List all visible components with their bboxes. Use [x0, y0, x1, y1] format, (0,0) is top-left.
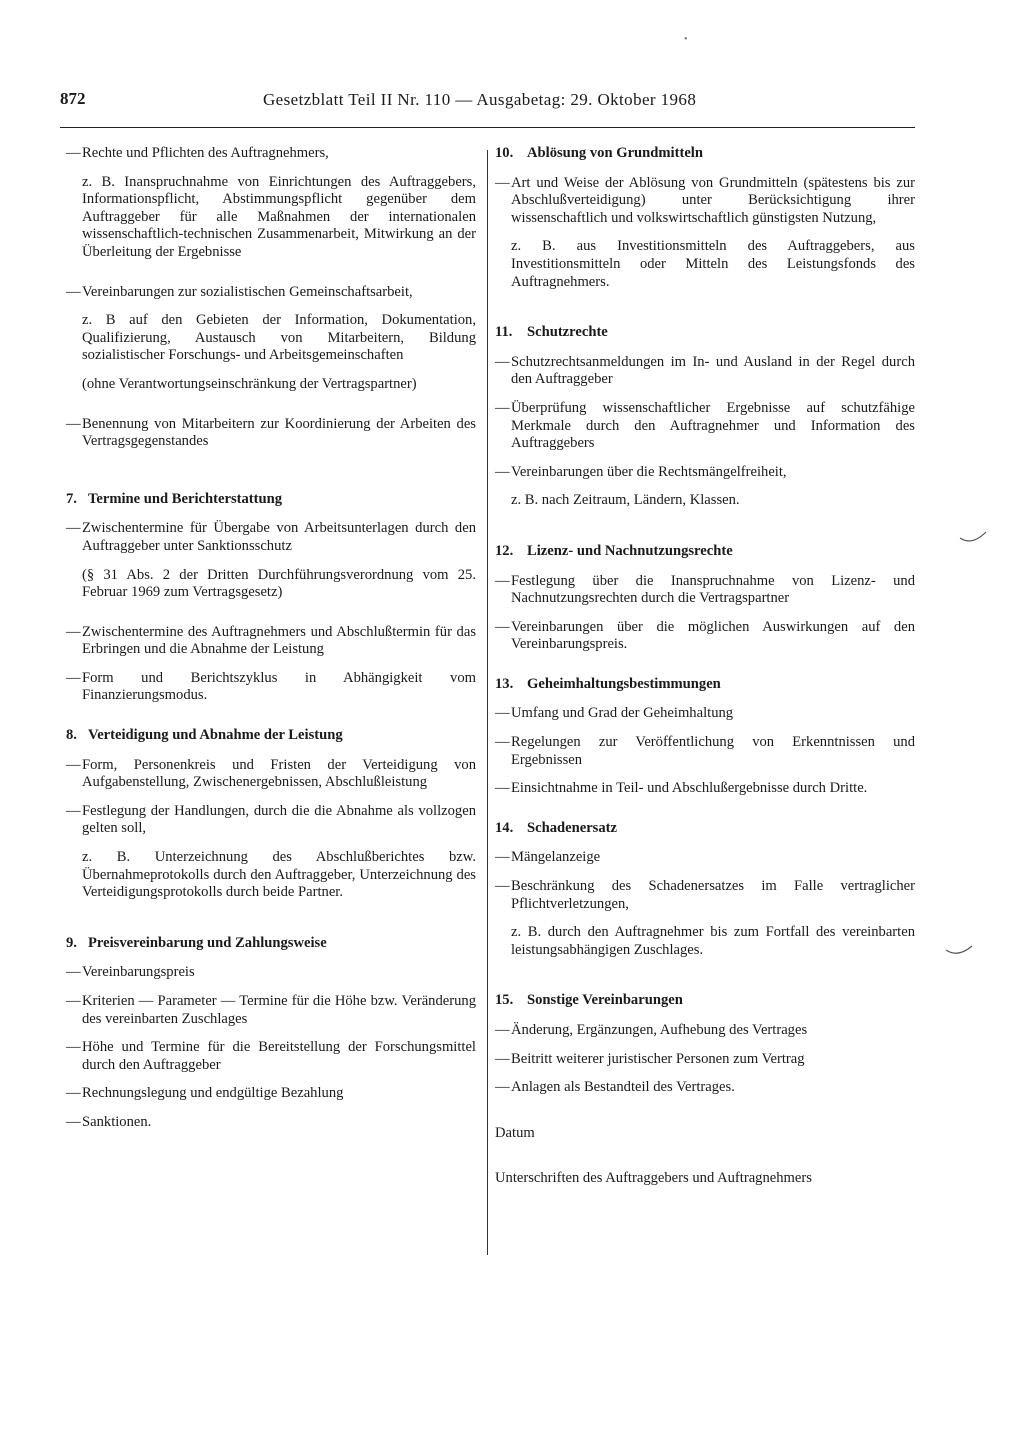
- dash-marker: —: [495, 780, 510, 797]
- section-title: Sonstige Vereinbarungen: [527, 992, 683, 1009]
- item-text: Vereinbarungen über die Rechtsmängelfreiheit,: [511, 463, 787, 480]
- item-text: Vereinbarungen über die möglichen Auswirkungen auf den Vereinbarungspreis.: [511, 618, 915, 653]
- item-text: Rechte und Pflichten des Auftragnehmers,: [82, 145, 329, 161]
- dash-marker: —: [66, 802, 81, 819]
- list-item: [66, 1039, 476, 1074]
- section-title: Geheimhaltungsbestimmungen: [527, 675, 721, 692]
- list-item: [495, 849, 915, 867]
- dash-marker: —: [495, 734, 510, 751]
- section-number: 14.: [495, 819, 514, 836]
- continued-list: [66, 145, 476, 451]
- list-item: [66, 624, 476, 659]
- item-text: Umfang und Grad der Geheimhaltung: [511, 705, 734, 722]
- item-text: Festlegung über die Inanspruchnahme von Lizenz- und Nachnutzungsrechten durch die Vertragspartner: [511, 572, 915, 607]
- list-item: [495, 734, 915, 769]
- item-text: Zwischentermine für Übergabe von Arbeitsunterlagen durch den Auftraggeber unter Sanktionsschutz: [82, 520, 476, 554]
- item-example: z. B. Unterzeichnung des Abschlußberichtes bzw. Übernahmeprotokolls durch den Auftraggeber, Unterzeichnung des Verteidigungsprotokolls durch beide Partner.: [82, 849, 476, 901]
- list-item: [495, 1022, 915, 1040]
- dash-marker: —: [66, 415, 81, 432]
- dash-marker: —: [495, 618, 510, 635]
- item-note: (§ 31 Abs. 2 der Dritten Durchführungsverordnung vom 25. Februar 1969 zum Vertragsgesetz): [82, 566, 476, 601]
- item-example: z. B. nach Zeitraum, Ländern, Klassen.: [511, 492, 740, 509]
- item-text: Beitritt weiterer juristischer Personen zum Vertrag: [511, 1050, 805, 1067]
- dash-marker: —: [66, 1085, 81, 1102]
- item-example: z. B. Inanspruchnahme von Einrichtungen des Auftraggebers, Informationspflicht, Abstimmungspflicht gegenüber dem Auftraggeber für alle Maßnahmen der internationalen wissenschaftlich-technischen Zusammenarbeit, Mitwirkung an der Überleitung der Ergebnisse: [82, 173, 476, 260]
- list-item: [66, 145, 476, 273]
- item-text: Mängelanzeige: [511, 849, 601, 866]
- dash-marker: —: [495, 399, 510, 416]
- list-item: [66, 757, 476, 792]
- signatures-label: Unterschriften des Auftraggebers und Auftragnehmers: [495, 1170, 812, 1187]
- list-item: [66, 1085, 476, 1103]
- section-15: [495, 992, 915, 1096]
- dash-marker: —: [495, 878, 510, 895]
- section-8: [66, 727, 476, 913]
- list-item: [495, 175, 915, 303]
- list-item: [66, 284, 476, 405]
- section-number: 11.: [495, 324, 513, 341]
- dash-marker: —: [66, 1113, 81, 1130]
- header-rule: [60, 127, 915, 128]
- item-text: Höhe und Termine für die Bereitstellung der Forschungsmittel durch den Auftraggeber: [82, 1039, 476, 1073]
- dash-marker: —: [66, 669, 81, 686]
- list-item: [66, 520, 476, 612]
- section-13: [495, 676, 915, 798]
- scan-speck: •: [684, 34, 688, 45]
- item-text: Benennung von Mitarbeitern zur Koordinierung der Arbeiten des Vertragsgegenstandes: [82, 415, 476, 450]
- dash-marker: —: [495, 1050, 510, 1067]
- list-item: [495, 354, 915, 389]
- dash-marker: —: [66, 756, 81, 773]
- list-item: [66, 1114, 476, 1132]
- dash-marker: —: [66, 623, 81, 640]
- page-number: 872: [60, 89, 86, 108]
- item-text: Vereinbarungspreis: [82, 964, 195, 981]
- item-text: Kriterien — Parameter — Termine für die Höhe bzw. Veränderung des vereinbarten Zuschlages: [82, 993, 476, 1027]
- section-title: Verteidigung und Abnahme der Leistung: [88, 727, 343, 744]
- list-item: [495, 619, 915, 654]
- section-number: 10.: [495, 145, 514, 161]
- dash-marker: —: [495, 174, 510, 191]
- column-divider: [487, 150, 488, 1255]
- item-text: Überprüfung wissenschaftlicher Ergebnisse auf schutzfähige Merkmale durch den Auftragnehmer und Information des Auftraggebers: [511, 399, 915, 452]
- item-text: Beschränkung des Schadenersatzes im Falle vertraglicher Pflichtverletzungen,: [511, 878, 915, 912]
- list-item: [495, 878, 915, 970]
- section-title: Schutzrechte: [527, 324, 608, 341]
- dash-marker: —: [495, 353, 510, 370]
- section-title: Ablösung von Grundmitteln: [527, 145, 703, 161]
- section-number: 7.: [66, 490, 77, 507]
- page-header-title: Gesetzblatt Teil II Nr. 110 — Ausgabetag: 29. Oktober 1968: [263, 90, 697, 109]
- list-item: [66, 670, 476, 705]
- dash-marker: —: [66, 1039, 81, 1056]
- list-item: [495, 573, 915, 608]
- item-example: z. B. aus Investitionsmitteln des Auftraggebers, aus Investitionsmitteln oder Mitteln des Leistungsfonds des Auftragnehmers.: [511, 238, 915, 290]
- item-text: Sanktionen.: [82, 1113, 152, 1130]
- section-14: [495, 820, 915, 971]
- item-text: Zwischentermine des Auftragnehmers und Abschlußtermin für das Erbringen und die Abnahme der Leistung: [82, 623, 476, 658]
- section-number: 12.: [495, 542, 514, 559]
- item-text: Form und Berichtszyklus in Abhängigkeit vom Finanzierungsmodus.: [82, 669, 476, 704]
- section-number: 9.: [66, 934, 77, 951]
- item-text: Änderung, Ergänzungen, Aufhebung des Vertrages: [511, 1022, 808, 1038]
- section-number: 8.: [66, 727, 77, 744]
- section-11: [495, 324, 915, 521]
- item-text: Anlagen als Bestandteil des Vertrages.: [511, 1079, 735, 1096]
- dash-marker: —: [495, 849, 510, 866]
- item-text: Rechnungslegung und endgültige Bezahlung: [82, 1085, 344, 1102]
- list-item: [495, 1051, 915, 1069]
- item-text: Festlegung der Handlungen, durch die die Abnahme als vollzogen gelten soll,: [82, 802, 476, 837]
- dash-marker: —: [495, 572, 510, 589]
- item-text: Vereinbarungen zur sozialistischen Gemeinschaftsarbeit,: [82, 283, 413, 300]
- section-12: [495, 543, 915, 654]
- list-item: [66, 993, 476, 1028]
- item-text: Form, Personenkreis und Fristen der Verteidigung von Aufgabenstellung, Zwischenergebnissen, Abschlußleistung: [82, 756, 476, 791]
- list-item: [495, 1079, 915, 1097]
- item-text: Art und Weise der Ablösung von Grundmitteln (spätestens bis zur Abschlußverteidigung) unter Berücksichtigung ihrer wissenschaftlich und volkswirtschaftlich günstigsten Nutzung,: [511, 174, 915, 226]
- list-item: [66, 416, 476, 451]
- dash-marker: —: [495, 705, 510, 722]
- dash-marker: —: [66, 283, 81, 300]
- section-title: Preisvereinbarung und Zahlungsweise: [88, 934, 327, 951]
- date-label: Datum: [495, 1124, 535, 1141]
- dash-marker: —: [66, 993, 81, 1009]
- section-number: 15.: [495, 992, 514, 1009]
- dash-marker: —: [66, 145, 81, 161]
- item-example: z. B. durch den Auftragnehmer bis zum Fortfall des vereinbarten leistungsabhängigen Zuschlages.: [511, 924, 915, 958]
- scan-mark-right-1: [958, 528, 988, 544]
- dash-marker: —: [495, 1022, 510, 1038]
- item-text: Einsichtnahme in Teil- und Abschlußergebnisse durch Dritte.: [511, 780, 868, 797]
- section-title: Lizenz- und Nachnutzungsrechte: [527, 542, 733, 559]
- list-item: [495, 464, 915, 521]
- left-column: [66, 145, 476, 1154]
- dash-marker: —: [495, 463, 510, 480]
- dash-marker: —: [495, 1079, 510, 1096]
- right-column: [495, 145, 915, 1188]
- list-item: [495, 780, 915, 798]
- section-title: Schadenersatz: [527, 819, 617, 836]
- section-title: Termine und Berichterstattung: [88, 490, 283, 507]
- item-text: Regelungen zur Veröffentlichung von Erkenntnissen und Ergebnissen: [511, 734, 915, 768]
- scan-mark-right-2: [944, 942, 974, 958]
- list-item: [66, 964, 476, 982]
- dash-marker: —: [66, 964, 81, 981]
- list-item: [495, 400, 915, 453]
- section-9: [66, 935, 476, 1132]
- list-item: [66, 803, 476, 913]
- list-item: [495, 705, 915, 723]
- item-note: (ohne Verantwortungseinschränkung der Vertragspartner): [82, 375, 417, 392]
- section-number: 13.: [495, 675, 514, 692]
- item-text: Schutzrechtsanmeldungen im In- und Ausland in der Regel durch den Auftraggeber: [511, 353, 915, 388]
- section-10: [495, 145, 915, 302]
- item-example: z. B auf den Gebieten der Information, Dokumentation, Qualifizierung, Austausch von Mitarbeitern, Bildung sozialistischer Forschungs- und Arbeitsgemeinschaften: [82, 312, 476, 364]
- dash-marker: —: [66, 520, 81, 537]
- section-7: [66, 491, 476, 705]
